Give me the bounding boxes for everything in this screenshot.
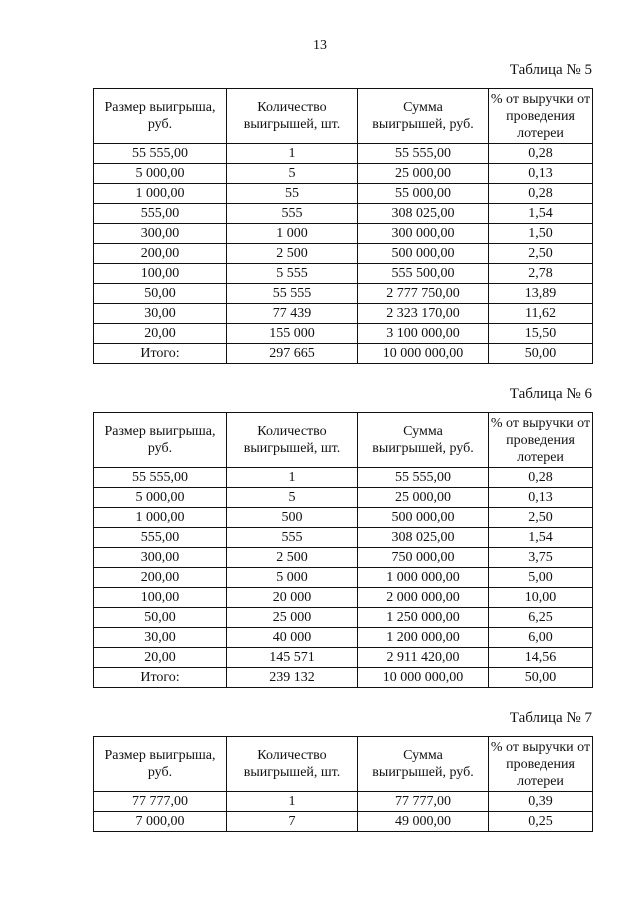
cell-prize-sum: 500 000,00 — [358, 508, 489, 528]
table-caption: Таблица № 6 — [509, 386, 592, 402]
cell-prize-size: 200,00 — [94, 568, 227, 588]
header-line: % от выручки от — [490, 91, 591, 107]
table-caption: Таблица № 7 — [509, 710, 592, 726]
header-line: Количество — [257, 424, 327, 439]
cell-revenue-percent: 1,54 — [489, 204, 593, 224]
cell-prize-size: 30,00 — [94, 304, 227, 324]
cell-prize-sum: 300 000,00 — [358, 224, 489, 244]
cell-prize-count: 40 000 — [227, 628, 358, 648]
cell-prize-size: 55 555,00 — [94, 144, 227, 164]
cell-prize-size: 7 000,00 — [94, 812, 227, 832]
cell-revenue-percent: 0,39 — [489, 792, 593, 812]
cell-prize-size: 50,00 — [94, 284, 227, 304]
cell-prize-size: 100,00 — [94, 264, 227, 284]
cell-prize-sum: 1 000 000,00 — [358, 568, 489, 588]
header-line: руб. — [147, 765, 173, 780]
cell-prize-size: 1 000,00 — [94, 508, 227, 528]
cell-revenue-percent: 1,50 — [489, 224, 593, 244]
header-line: выигрышей, шт. — [243, 765, 341, 780]
cell-prize-sum: 308 025,00 — [358, 204, 489, 224]
cell-prize-sum: 750 000,00 — [358, 548, 489, 568]
cell-prize-size: 20,00 — [94, 324, 227, 344]
cell-prize-count: 77 439 — [227, 304, 358, 324]
cell-prize-sum: 77 777,00 — [358, 792, 489, 812]
header-line: выигрышей, руб. — [372, 117, 474, 132]
header-line: Сумма — [403, 748, 443, 763]
cell-prize-sum: 1 200 000,00 — [358, 628, 489, 648]
cell-prize-count: 1 — [227, 144, 358, 164]
cell-prize-size: 20,00 — [94, 648, 227, 668]
cell-prize-size: 555,00 — [94, 204, 227, 224]
cell-revenue-percent: 1,54 — [489, 528, 593, 548]
cell-prize-count: 25 000 — [227, 608, 358, 628]
cell-prize-count: 2 500 — [227, 548, 358, 568]
table-row — [94, 628, 593, 648]
header-line: % от выручки от — [490, 415, 591, 431]
table-row — [94, 812, 593, 832]
cell-revenue-percent: 13,89 — [489, 284, 593, 304]
header-prize-count — [227, 737, 358, 792]
header-line: проведения — [506, 756, 575, 772]
cell-prize-sum: 2 911 420,00 — [358, 648, 489, 668]
header-line: Сумма — [403, 100, 443, 115]
cell-prize-sum: 10 000 000,00 — [358, 668, 489, 688]
header-line: проведения — [506, 432, 575, 448]
cell-revenue-percent: 0,13 — [489, 488, 593, 508]
cell-prize-count: 55 555 — [227, 284, 358, 304]
cell-prize-sum: 25 000,00 — [358, 488, 489, 508]
header-prize-count — [227, 413, 358, 468]
header-prize-size — [94, 737, 227, 792]
cell-revenue-percent: 14,56 — [489, 648, 593, 668]
cell-prize-size: 200,00 — [94, 244, 227, 264]
cell-revenue-percent: 0,28 — [489, 468, 593, 488]
header-prize-count — [227, 89, 358, 144]
header-row — [94, 89, 593, 144]
table-row — [94, 304, 593, 324]
cell-prize-size: 1 000,00 — [94, 184, 227, 204]
table-row — [94, 468, 593, 488]
cell-prize-sum: 555 500,00 — [358, 264, 489, 284]
cell-prize-count: 1 000 — [227, 224, 358, 244]
header-line: выигрышей, шт. — [243, 441, 341, 456]
cell-prize-count: 555 — [227, 528, 358, 548]
cell-prize-count: 145 571 — [227, 648, 358, 668]
cell-revenue-percent: 50,00 — [489, 344, 593, 364]
cell-prize-sum: 55 555,00 — [358, 468, 489, 488]
cell-prize-size: 55 555,00 — [94, 468, 227, 488]
cell-revenue-percent: 0,25 — [489, 812, 593, 832]
cell-prize-sum: 55 000,00 — [358, 184, 489, 204]
cell-prize-count: 5 — [227, 164, 358, 184]
table-row — [94, 488, 593, 508]
cell-prize-count: 5 000 — [227, 568, 358, 588]
header-line: выигрышей, руб. — [372, 765, 474, 780]
cell-revenue-percent: 6,25 — [489, 608, 593, 628]
header-line: лотереи — [517, 125, 564, 141]
header-line: лотереи — [517, 449, 564, 465]
table-row — [94, 548, 593, 568]
header-revenue-percent — [489, 413, 593, 468]
cell-prize-size: 555,00 — [94, 528, 227, 548]
cell-prize-count: 5 — [227, 488, 358, 508]
table-row — [94, 648, 593, 668]
table-caption: Таблица № 5 — [509, 62, 592, 78]
header-line: Количество — [257, 100, 327, 115]
cell-prize-size: 300,00 — [94, 224, 227, 244]
page-number: 13 — [313, 38, 327, 53]
cell-prize-sum: 10 000 000,00 — [358, 344, 489, 364]
cell-prize-sum: 2 777 750,00 — [358, 284, 489, 304]
header-line: руб. — [147, 117, 173, 132]
cell-prize-count: 5 555 — [227, 264, 358, 284]
header-prize-sum — [358, 413, 489, 468]
header-row — [94, 737, 593, 792]
table-row — [94, 264, 593, 284]
table-row — [94, 792, 593, 812]
table-row — [94, 344, 593, 364]
header-line: руб. — [147, 441, 173, 456]
prize-table — [93, 736, 593, 832]
cell-revenue-percent: 10,00 — [489, 588, 593, 608]
header-line: % от выручки от — [490, 739, 591, 755]
cell-prize-sum: 3 100 000,00 — [358, 324, 489, 344]
table-row — [94, 284, 593, 304]
cell-prize-size: 300,00 — [94, 548, 227, 568]
cell-prize-sum: 500 000,00 — [358, 244, 489, 264]
cell-prize-sum: 25 000,00 — [358, 164, 489, 184]
cell-prize-count: 155 000 — [227, 324, 358, 344]
header-line: выигрышей, шт. — [243, 117, 341, 132]
cell-prize-size: Итого: — [94, 344, 227, 364]
cell-revenue-percent: 50,00 — [489, 668, 593, 688]
cell-prize-sum: 2 323 170,00 — [358, 304, 489, 324]
header-prize-sum — [358, 737, 489, 792]
cell-prize-count: 297 665 — [227, 344, 358, 364]
cell-prize-size: 100,00 — [94, 588, 227, 608]
table-row — [94, 184, 593, 204]
header-revenue-percent — [489, 737, 593, 792]
cell-prize-size: 50,00 — [94, 608, 227, 628]
cell-prize-count: 239 132 — [227, 668, 358, 688]
table-row — [94, 164, 593, 184]
cell-revenue-percent: 2,50 — [489, 508, 593, 528]
cell-revenue-percent: 2,50 — [489, 244, 593, 264]
table-row — [94, 508, 593, 528]
cell-prize-count: 1 — [227, 468, 358, 488]
header-revenue-percent — [489, 89, 593, 144]
header-line: Количество — [257, 748, 327, 763]
header-prize-sum — [358, 89, 489, 144]
cell-revenue-percent: 6,00 — [489, 628, 593, 648]
table-row — [94, 244, 593, 264]
cell-revenue-percent: 11,62 — [489, 304, 593, 324]
header-prize-size — [94, 413, 227, 468]
header-line: Размер выигрыша, — [104, 424, 216, 439]
prize-table — [93, 412, 593, 688]
cell-revenue-percent: 2,78 — [489, 264, 593, 284]
cell-prize-count: 1 — [227, 792, 358, 812]
cell-prize-count: 500 — [227, 508, 358, 528]
header-line: Размер выигрыша, — [104, 100, 216, 115]
cell-revenue-percent: 15,50 — [489, 324, 593, 344]
cell-revenue-percent: 5,00 — [489, 568, 593, 588]
header-line: выигрышей, руб. — [372, 441, 474, 456]
cell-revenue-percent: 0,28 — [489, 144, 593, 164]
prize-table — [93, 88, 593, 364]
header-line: лотереи — [517, 773, 564, 789]
cell-prize-size: 30,00 — [94, 628, 227, 648]
cell-prize-count: 2 500 — [227, 244, 358, 264]
table-row — [94, 608, 593, 628]
cell-prize-size: 5 000,00 — [94, 488, 227, 508]
cell-prize-count: 7 — [227, 812, 358, 832]
cell-prize-sum: 49 000,00 — [358, 812, 489, 832]
cell-prize-sum: 55 555,00 — [358, 144, 489, 164]
cell-prize-size: 77 777,00 — [94, 792, 227, 812]
header-prize-size — [94, 89, 227, 144]
header-row — [94, 413, 593, 468]
header-line: Сумма — [403, 424, 443, 439]
cell-prize-count: 555 — [227, 204, 358, 224]
table-row — [94, 204, 593, 224]
cell-revenue-percent: 0,28 — [489, 184, 593, 204]
cell-prize-count: 55 — [227, 184, 358, 204]
cell-revenue-percent: 0,13 — [489, 164, 593, 184]
table-row — [94, 324, 593, 344]
cell-prize-size: 5 000,00 — [94, 164, 227, 184]
cell-prize-size: Итого: — [94, 668, 227, 688]
header-line: Размер выигрыша, — [104, 748, 216, 763]
table-row — [94, 224, 593, 244]
cell-revenue-percent: 3,75 — [489, 548, 593, 568]
cell-prize-count: 20 000 — [227, 588, 358, 608]
table-row — [94, 528, 593, 548]
table-row — [94, 668, 593, 688]
cell-prize-sum: 2 000 000,00 — [358, 588, 489, 608]
table-row — [94, 144, 593, 164]
cell-prize-sum: 308 025,00 — [358, 528, 489, 548]
cell-prize-sum: 1 250 000,00 — [358, 608, 489, 628]
header-line: проведения — [506, 108, 575, 124]
table-row — [94, 588, 593, 608]
table-row — [94, 568, 593, 588]
